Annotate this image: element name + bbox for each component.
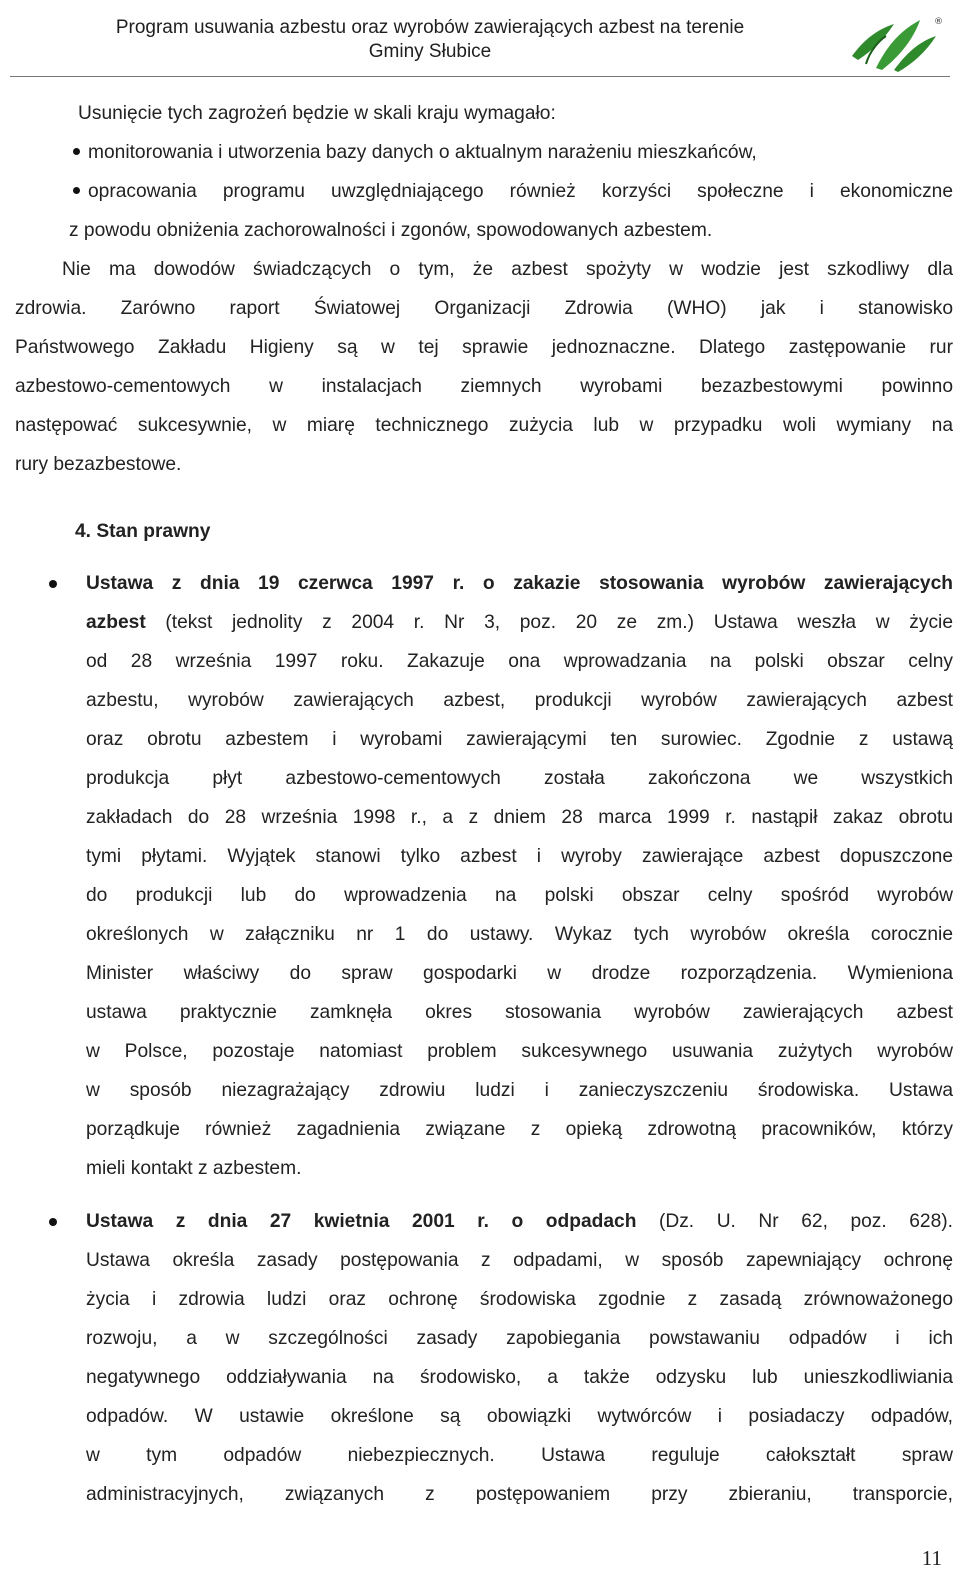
law-1-line: porządkuje również zagadnienia związane z opieką zdrowotną pracowników, którzy [86, 1119, 953, 1140]
bullet-icon [73, 187, 80, 194]
logo-registered-mark: ® [934, 17, 943, 27]
law-2-line: w tym odpadów niebezpiecznych. Ustawa reguluje całokształt spraw [86, 1445, 953, 1466]
law-2-citation: (Dz. U. Nr 62, poz. 628). [636, 1211, 953, 1232]
paragraph-line: Nie ma dowodów świadczących o tym, że azbest spożyty w wodzie jest szkodliwy dla [62, 259, 953, 280]
bullet-icon [73, 148, 80, 155]
law-1-line: oraz obrotu azbestem i wyrobami zawierającymi ten surowiec. Zgodnie z ustawą [86, 729, 953, 750]
paragraph-line: azbestowo-cementowych w instalacjach ziemnych wyrobami bezazbestowymi powinno [15, 376, 953, 397]
law-2-line: negatywnego oddziaływania na środowisko, a także odzysku lub unieszkodliwiania [86, 1367, 953, 1388]
law-1-line: produkcja płyt azbestowo-cementowych została zakończona we wszystkich [86, 768, 953, 789]
law-1-title: Ustawa z dnia 19 czerwca 1997 r. o zakazie stosowania wyrobów zawierających [86, 573, 953, 594]
law-1-line: tymi płytami. Wyjątek stanowi tylko azbest i wyroby zawierające azbest dopuszczone [86, 846, 953, 867]
section-heading: 4. Stan prawny [75, 521, 211, 542]
paragraph-line: Państwowego Zakładu Higieny są w tej sprawie jednoznaczne. Dlatego zastępowanie rur [15, 337, 953, 358]
header-title-line-2: Gminy Słubice [368, 41, 492, 62]
law-2-line: Ustawa określa zasady postępowania z odpadami, w sposób zapewniający ochronę [86, 1250, 953, 1271]
law-1-line: od 28 września 1997 roku. Zakazuje ona wprowadzania na polski obszar celny [86, 651, 953, 672]
spacer [15, 484, 953, 512]
law-1-line: azbestu, wyrobów zawierających azbest, produkcji wyrobów zawierających azbest [86, 690, 953, 711]
intro-bullet-1-text: monitorowania i utworzenia bazy danych o aktualnym narażeniu mieszkańców, [88, 142, 757, 163]
law-2-title-line [86, 1202, 953, 1241]
law-2-title: Ustawa z dnia 27 kwietnia 2001 r. o odpadach [86, 1211, 637, 1232]
law-1-title-line [86, 564, 953, 603]
law-1-citation: (tekst jednolity z 2004 r. Nr 3, poz. 20 ze zm.) Ustawa weszła w życie [145, 612, 953, 633]
law-2-line: administracyjnych, związanych z postępowaniem przy zbieraniu, transporcie, [86, 1484, 953, 1505]
intro-bullet-1 [15, 133, 953, 172]
law-1-line: mieli kontakt z azbestem. [86, 1158, 302, 1179]
law-1-line: zakładach do 28 września 1998 r., a z dniem 28 marca 1999 r. nastąpił zakaz obrotu [86, 807, 953, 828]
header-title [80, 16, 780, 64]
spacer [15, 1188, 953, 1202]
law-1-line: Minister właściwy do spraw gospodarki w drodze rozporządzenia. Wymieniona [86, 963, 953, 984]
law-2-line: odpadów. W ustawie określone są obowiązki wytwórców i posiadaczy odpadów, [86, 1406, 953, 1427]
law-item-1 [15, 564, 953, 1188]
law-1-line: w sposób niezagrażający zdrowiu ludzi i zanieczyszczeniu środowiska. Ustawa [86, 1080, 953, 1101]
bullet-icon [49, 1218, 57, 1226]
intro-bullet-2-line-1 [15, 172, 953, 211]
spacer [15, 552, 953, 564]
law-2-line: życia i zdrowia ludzi oraz ochronę środowiska zgodnie z zasadą zrównoważonego [86, 1289, 953, 1310]
law-1-title-end: azbest [86, 612, 146, 633]
header-title-line-1: Program usuwania azbestu oraz wyrobów zawierających azbest na terenie [115, 17, 745, 38]
paragraph-line: zdrowia. Zarówno raport Światowej Organizacji Zdrowia (WHO) jak i stanowisko [15, 298, 953, 319]
page-header [0, 10, 960, 76]
law-1-line: ustawa praktycznie zamknęła okres stosowania wyrobów zawierających azbest [86, 1002, 953, 1023]
law-1-line: w Polsce, pozostaje natomiast problem sukcesywnego usuwania zużytych wyrobów [86, 1041, 953, 1062]
law-2-line: rozwoju, a w szczególności zasady zapobiegania powstawaniu odpadów i ich [86, 1328, 953, 1349]
law-item-2 [15, 1202, 953, 1514]
page-number: 11 [921, 1546, 942, 1570]
paragraph-line: rury bezazbestowe. [15, 454, 182, 475]
law-1-line: do produkcji lub do wprowadzenia na polski obszar celny spośród wyrobów [86, 885, 953, 906]
paragraph-line: następować sukcesywnie, w miarę technicznego zużycia lub w przypadku woli wymiany na [15, 415, 953, 436]
law-1-line: określonych w załączniku nr 1 do ustawy. Wykaz tych wyrobów określa corocznie [86, 924, 953, 945]
logo [846, 10, 946, 74]
intro-lead: Usunięcie tych zagrożeń będzie w skali kraju wymagało: [78, 103, 556, 124]
bullet-icon [49, 580, 57, 588]
intro-bullet-2-line-2: z powodu obniżenia zachorowalności i zgonów, spowodowanych azbestem. [69, 220, 713, 241]
law-1-line [86, 603, 953, 642]
document-body [15, 94, 953, 1514]
logo-icon [846, 10, 946, 74]
header-divider [10, 76, 950, 77]
intro-bullet-2-text: opracowania programu uwzględniającego również korzyści społeczne i ekonomiczne [88, 181, 953, 202]
